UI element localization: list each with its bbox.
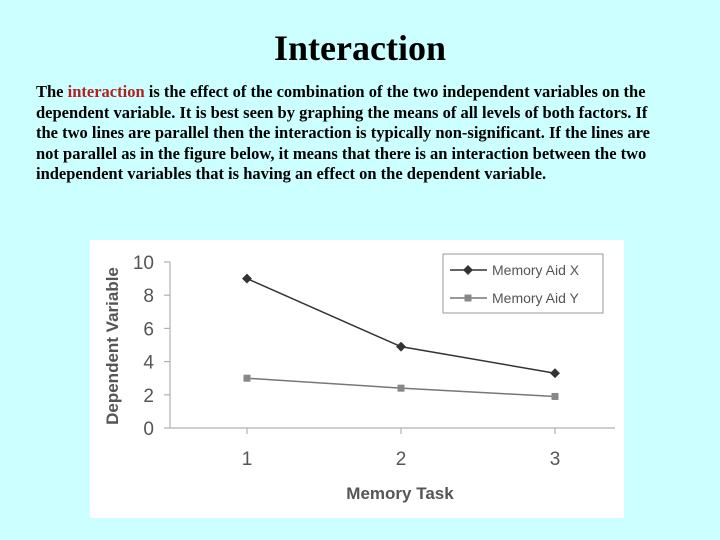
body-paragraph: [36, 82, 672, 185]
data-point-square: [244, 375, 251, 382]
interaction-chart: [90, 240, 624, 518]
y-tick-label: 0: [143, 419, 154, 440]
y-axis-label: Dependent Variable: [103, 267, 122, 425]
x-tick-labels: [242, 428, 561, 470]
body-text-start: The: [36, 82, 68, 101]
data-point-diamond: [550, 368, 560, 378]
y-tick-label: 2: [143, 385, 154, 407]
y-tick-label: 6: [143, 319, 154, 341]
highlighted-term: interaction: [67, 82, 145, 101]
slide-title: Interaction: [274, 28, 446, 68]
data-point-diamond: [242, 274, 252, 284]
legend-label-y: Memory Aid Y: [492, 290, 579, 306]
legend-label-x: Memory Aid X: [492, 262, 580, 278]
x-axis-label: Memory Task: [346, 484, 454, 503]
y-tick-label: 10: [132, 253, 154, 274]
y-tick-labels: [133, 253, 170, 440]
data-point-diamond: [396, 342, 406, 352]
x-tick-label: 3: [549, 449, 561, 470]
data-point-square: [552, 393, 559, 400]
body-text-rest: is the effect of the combination of the two independent variables on the dependent variable. It is best seen by graphing the means of all levels of both factors. If the two lines are parallel then the interaction is typically non-significant. If the lines are not parallel as in the figure below, it means that there is an interaction between the two independent variables that is having an effect on the dependent variable.: [36, 82, 650, 184]
chart-svg: [90, 240, 624, 518]
legend-marker-y: [465, 295, 472, 302]
x-tick-label: 2: [395, 449, 407, 470]
y-tick-label: 4: [143, 352, 154, 374]
chart-legend: [443, 254, 603, 313]
x-tick-label: 1: [241, 449, 253, 470]
data-point-square: [398, 385, 405, 392]
y-tick-label: 8: [143, 286, 154, 308]
